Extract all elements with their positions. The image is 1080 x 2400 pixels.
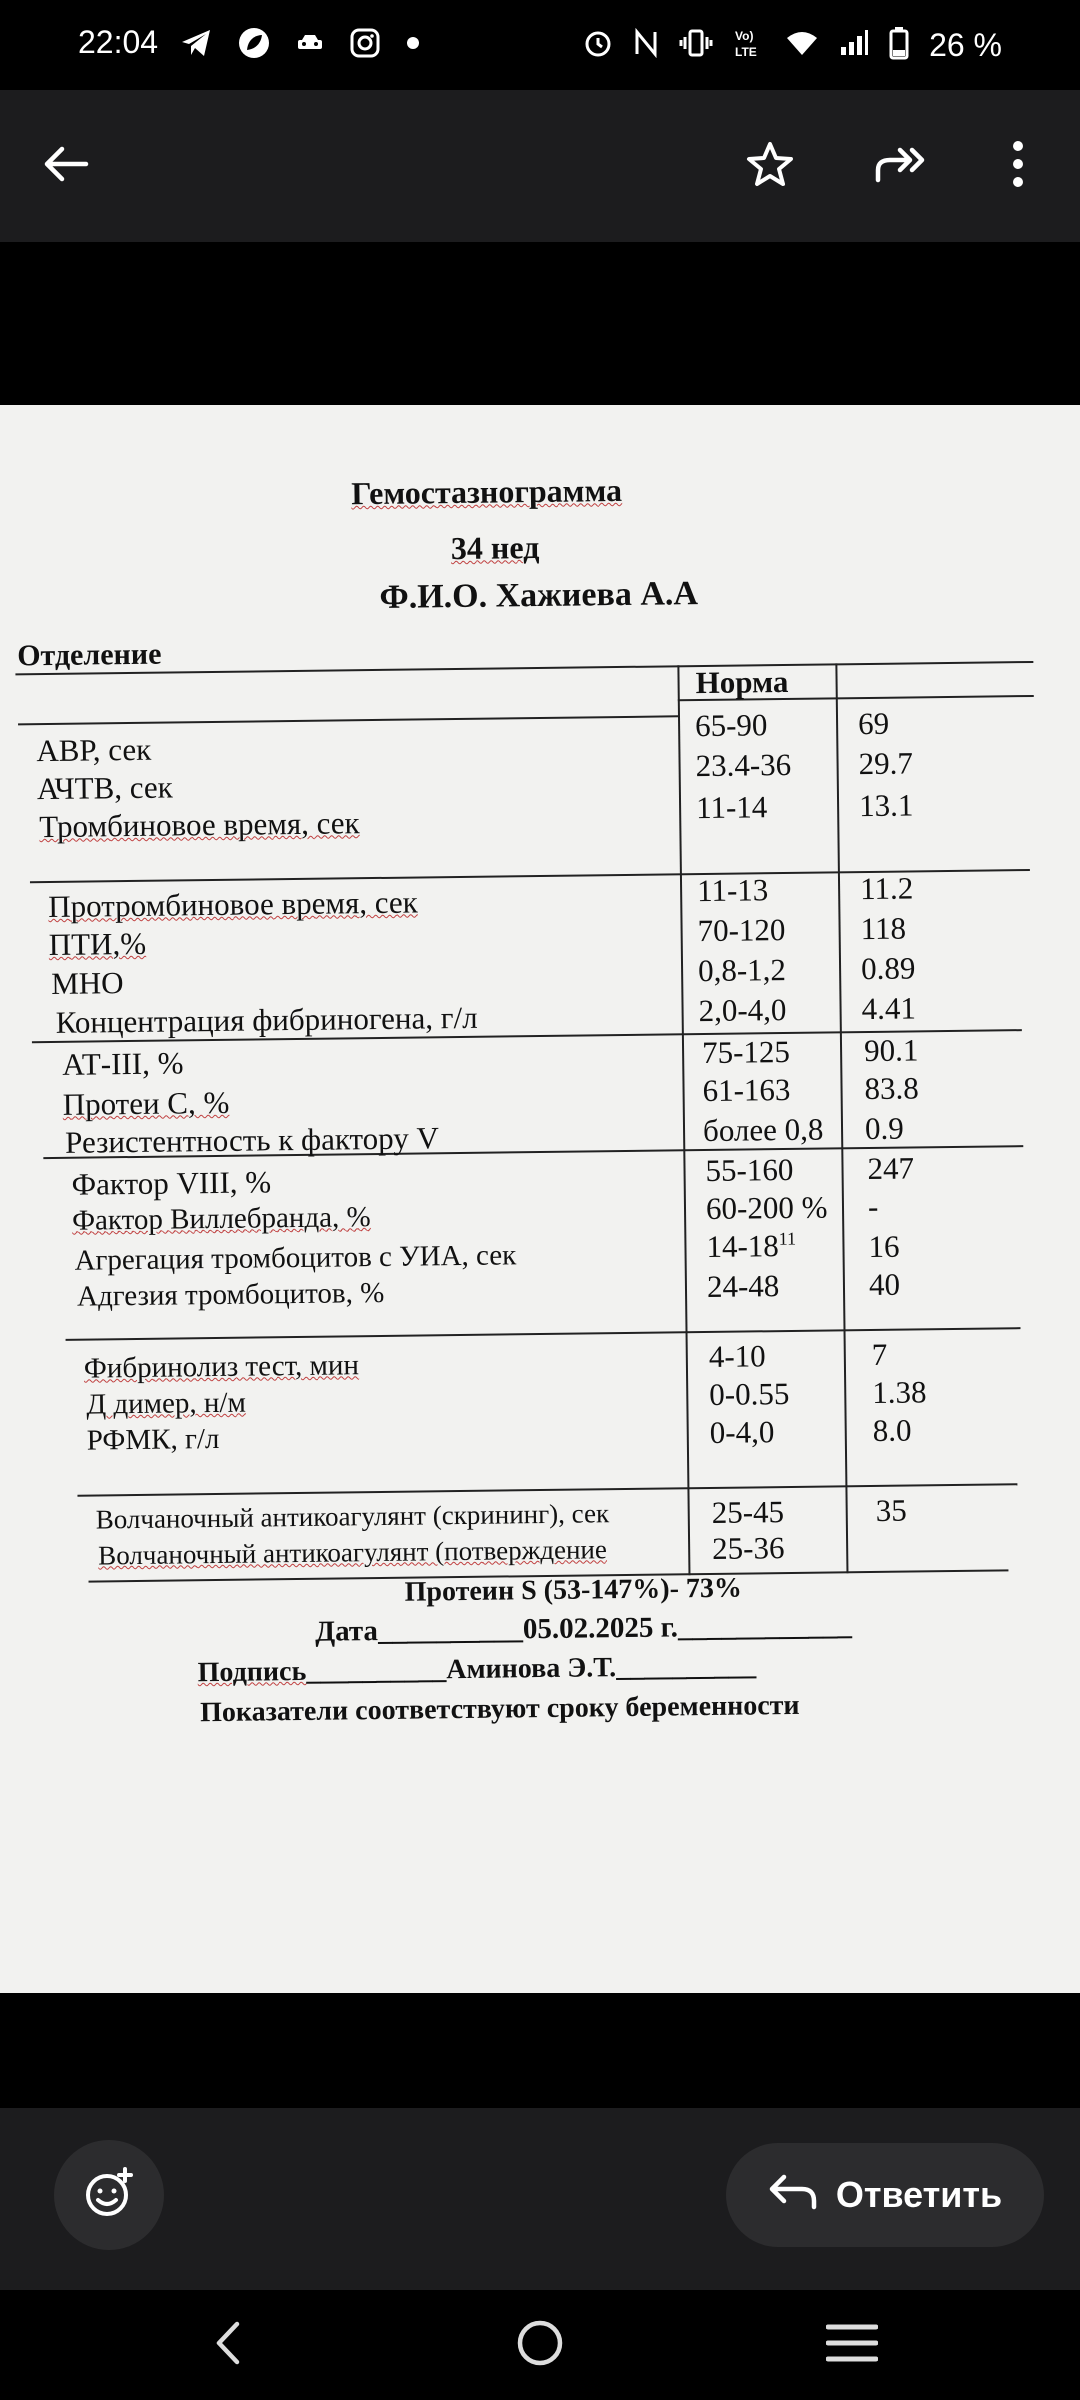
row-norm: 23.4-36 (695, 746, 792, 784)
row-name: Концентрация фибриногена, г/л (55, 999, 478, 1040)
report-title: Гемостазнограмма (351, 471, 623, 512)
row-name: Фактор Виллебранда, % (71, 1201, 371, 1237)
nfc-icon (633, 28, 659, 63)
battery-icon (889, 26, 909, 65)
telegram-icon (180, 28, 212, 63)
row-value: 247 (867, 1150, 915, 1187)
row-value: 13.1 (858, 787, 914, 824)
row-name: РФМК, г/л (86, 1422, 220, 1457)
row-norm: 70-120 (697, 912, 786, 949)
row-norm: 75-125 (701, 1033, 791, 1071)
status-bar (0, 0, 1080, 90)
dot-icon (406, 36, 420, 55)
norm-header: Норма (695, 663, 789, 701)
row-name: Фибринолиз тест, мин (83, 1349, 360, 1385)
table-top-line (15, 661, 1033, 675)
more-button[interactable] (978, 126, 1058, 206)
row-value: 8.0 (872, 1412, 912, 1448)
row-value: 16 (868, 1228, 900, 1265)
nav-back-button[interactable] (188, 2305, 268, 2385)
row-norm: 65-90 (694, 707, 768, 744)
wifi-icon (785, 29, 819, 62)
signature-line: Подпись__________Аминова Э.Т.__________ (197, 1650, 757, 1689)
row-norm: 60-200 % (705, 1189, 828, 1226)
svg-text:Vo): Vo) (735, 28, 754, 43)
row-value: 83.8 (864, 1070, 920, 1107)
row-value: 29.7 (858, 745, 914, 782)
nav-home-button[interactable] (500, 2305, 580, 2385)
nav-back-icon (213, 2320, 243, 2371)
row-value: 11.2 (859, 870, 914, 907)
row-norm: 24-48 (706, 1268, 780, 1304)
nav-recents-button[interactable] (812, 2305, 892, 2385)
row-norm: 4-10 (708, 1338, 766, 1374)
row-value: 118 (860, 910, 907, 947)
row-name: Фактор VIII, % (71, 1164, 272, 1202)
arrow-left-icon (42, 144, 90, 189)
date-line: Дата__________05.02.2025 г.____________ (314, 1609, 853, 1648)
favorite-button[interactable] (730, 126, 810, 206)
row-name: Тромбиновое время, сек (39, 805, 360, 845)
row-name: Протромбиновое время, сек (48, 884, 418, 925)
row-norm: 0-0.55 (709, 1375, 790, 1412)
battery-percent: 26 % (929, 26, 1002, 63)
row-norm: $14-18^{11}$ (706, 1228, 797, 1264)
row-norm: 0,8-1,2 (697, 952, 787, 989)
app-bar (0, 90, 1080, 242)
row-norm: 11-14 (695, 789, 768, 826)
row-name: Протеи С, % (62, 1084, 230, 1122)
row-name: АВР, сек (36, 731, 152, 769)
department-label: Отделение (17, 637, 162, 673)
leaf-icon (238, 27, 270, 64)
vibrate-icon (679, 28, 713, 63)
row-name: Адгезия тромбоцитов, % (76, 1276, 385, 1313)
column-line-value (835, 663, 848, 1573)
more-vert-icon (1010, 140, 1026, 193)
star-icon (746, 141, 794, 192)
row-name: АЧТВ, сек (36, 769, 173, 807)
row-norm: 61-163 (702, 1071, 791, 1109)
row-name: МНО (50, 965, 124, 1001)
nav-home-icon (515, 2318, 565, 2373)
row-name: Волчаночный антикоагулянт (скрининг), сек (95, 1498, 610, 1535)
row-value: 90.1 (863, 1032, 919, 1069)
row-name: АТ-III, % (61, 1045, 184, 1082)
reply-button[interactable] (726, 2143, 1044, 2247)
svg-text:LTE: LTE (735, 44, 757, 59)
row-norm: 0-4,0 (709, 1414, 775, 1450)
report-week: 34 нед (450, 528, 540, 567)
row-value: 4.41 (861, 990, 917, 1027)
row-value: 69 (857, 705, 890, 742)
row-norm: более 0,8 (702, 1111, 824, 1149)
row-value: 35 (875, 1492, 907, 1528)
add-reaction-icon (83, 2167, 135, 2224)
report-patient: Ф.И.О. Хажиева А.А (379, 575, 699, 616)
row-norm: 25-45 (711, 1494, 785, 1530)
row-norm: 11-13 (696, 872, 769, 909)
reply-icon (768, 2171, 818, 2220)
alarm-icon (583, 28, 613, 63)
row-norm: 55-160 (705, 1151, 794, 1188)
row-value: 40 (868, 1266, 901, 1303)
forward-icon (874, 144, 930, 189)
reply-label: Ответить (835, 2174, 1003, 2215)
document-photo[interactable] (0, 405, 1080, 1993)
forward-button[interactable] (862, 126, 942, 206)
row-name: Волчаночный антикоагулянт (потверждение (98, 1534, 608, 1571)
row-value: - (867, 1188, 879, 1225)
car-icon (296, 32, 324, 59)
lab-report (0, 405, 1080, 1993)
column-line-norm (677, 665, 690, 1575)
nav-recents-icon (826, 2323, 878, 2368)
row-value: 7 (871, 1336, 888, 1372)
row-value: 0.9 (864, 1110, 905, 1147)
row-name: Резистентность к фактору V (64, 1120, 440, 1160)
instagram-icon (350, 28, 380, 63)
add-reaction-button[interactable] (54, 2140, 164, 2250)
row-name: ПТИ,% (48, 925, 147, 963)
row-value: 1.38 (872, 1374, 927, 1410)
back-button[interactable] (26, 126, 106, 206)
conclusion-line: Показатели соответствуют сроку беременности (199, 1689, 800, 1729)
row-name: Д димер, н/м (86, 1386, 247, 1421)
protein-s-line: Протеин S (53-147%)- 73% (404, 1572, 743, 1608)
volte-icon (733, 27, 765, 64)
row-name: Агрегация тромбоцитов с УИА, сек (74, 1239, 517, 1277)
status-time: 22:04 (78, 24, 159, 60)
row-divider (18, 715, 678, 725)
row-norm: 2,0-4,0 (698, 992, 787, 1029)
signal-icon (839, 29, 869, 62)
row-value: 0.89 (860, 950, 916, 987)
row-norm: 25-36 (711, 1530, 785, 1566)
